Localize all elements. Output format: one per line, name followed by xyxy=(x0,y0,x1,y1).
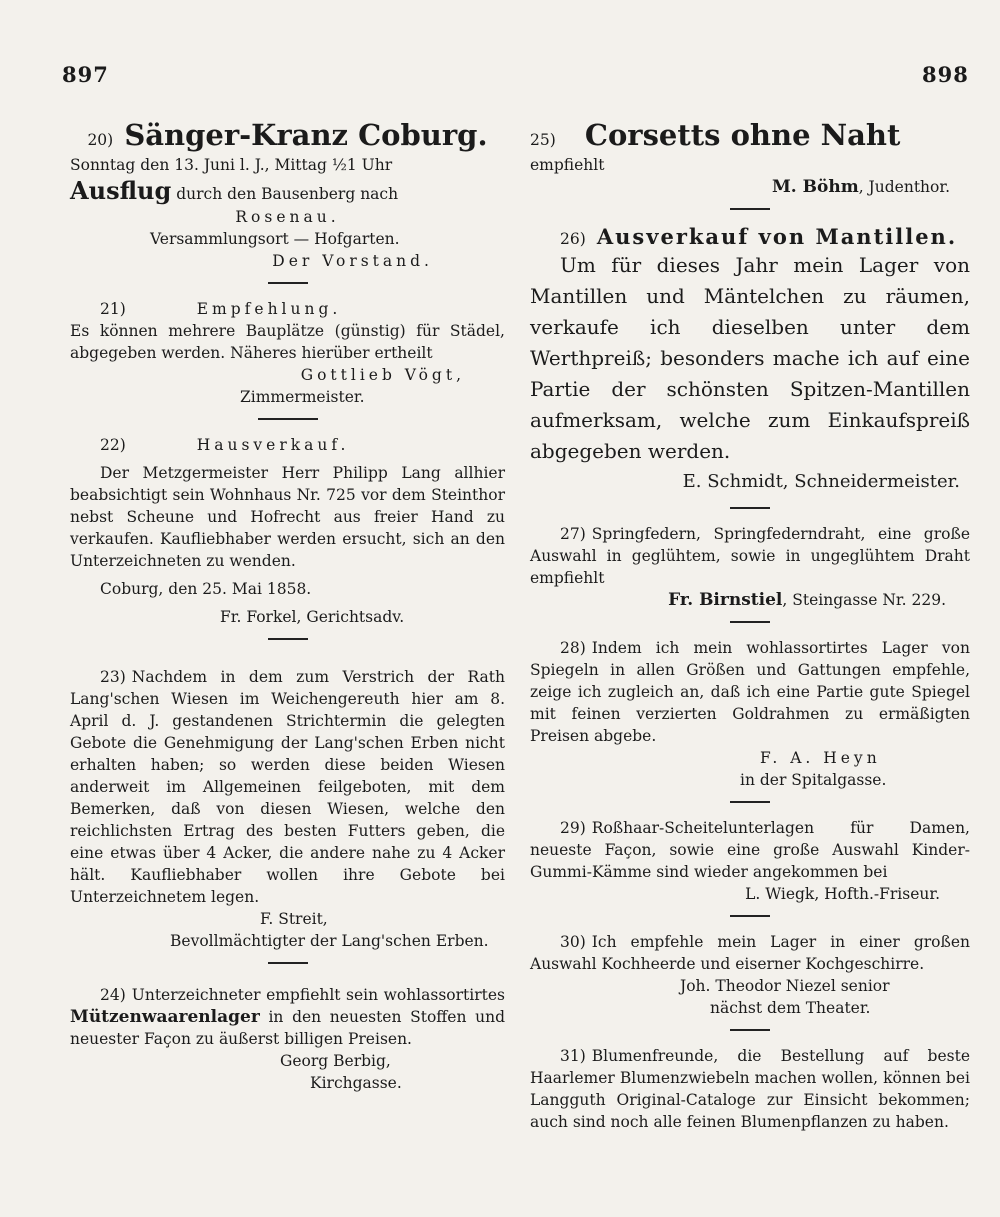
ad-text: Springfedern, Springfederndraht, eine große Auswahl in geglühtem, sowie in ungeglühtem Draht empfiehlt xyxy=(530,525,970,587)
ad-text: Unterzeichneter empfiehlt sein wohlassortirtes xyxy=(131,986,505,1004)
ad-signature-name: M. Böhm xyxy=(771,177,859,197)
ad-number: 28) xyxy=(560,639,586,657)
divider xyxy=(268,962,308,964)
ad-text: Versammlungsort — Hofgarten. xyxy=(150,230,400,248)
ad-text: empfiehlt xyxy=(530,156,605,174)
ad-number: 31) xyxy=(560,1047,586,1065)
ad-signature: Georg Berbig, xyxy=(280,1052,391,1070)
ad-signature: F. Streit, xyxy=(260,910,328,928)
divider xyxy=(730,1029,770,1031)
ad-text: Roßhaar-Scheitelunterlagen für Damen, neueste Façon, sowie eine große Auswahl Kinder-Gummi-Kämme sind wieder angekommen bei xyxy=(530,819,970,881)
ad-text: Ich empfehle mein Lager in einer großen Auswahl Kochheerde und eiserner Kochgeschirre. xyxy=(530,933,970,973)
ad-signature-name: Fr. Birnstiel xyxy=(668,590,783,610)
divider xyxy=(268,282,308,284)
ad-text: Es können mehrere Bauplätze (günstig) für Städel, abgegeben werden. Näheres hierüber ertheilt xyxy=(70,322,505,362)
ad-25 xyxy=(530,116,970,210)
ad-signature-title: Zimmermeister. xyxy=(240,388,365,406)
ad-number: 27) xyxy=(560,525,586,543)
ad-number: 22) xyxy=(100,436,126,454)
ad-26 xyxy=(530,224,970,509)
ad-highlight: Mützenwaarenlager xyxy=(70,1007,260,1027)
ad-signature-rest: , Steingasse Nr. 229. xyxy=(782,591,946,609)
ad-number: 29) xyxy=(560,819,586,837)
ad-text: Blumenfreunde, die Bestellung auf beste Haarlemer Blumenzwiebeln machen wollen, können bei Langguth Original-Cataloge zur Einsicht bekommen; auch sind noch alle feinen Blumenpflanzen zu haben. xyxy=(530,1047,970,1131)
ad-signature-title: Kirchgasse. xyxy=(310,1074,402,1092)
ad-27 xyxy=(530,523,970,623)
ad-number: 24) xyxy=(100,986,126,1004)
ad-heading: Empfehlung. xyxy=(196,300,342,318)
ad-text: Um für dieses Jahr mein Lager von Mantillen und Mäntelchen zu räumen, verkaufe ich dieselben unter dem Werthpreiß; besonders mache ich auf eine Partie der schönsten Spitzen-Mantillen aufmerksam, welche zum Einkaufspreiß abgegeben werden. xyxy=(530,253,970,463)
ad-signature-title: Bevollmächtigter der Lang'schen Erben. xyxy=(170,932,489,950)
ad-number: 23) xyxy=(100,668,126,686)
ad-text: in den neuesten Stoffen und neuester Façon zu äußerst billigen Preisen. xyxy=(70,1008,506,1048)
page-number-left: 897 xyxy=(62,62,109,87)
ad-signature: F. A. Heyn xyxy=(760,749,881,767)
divider xyxy=(730,801,770,803)
divider xyxy=(730,507,770,509)
ad-text: Rosenau. xyxy=(235,208,340,226)
ad-date: Coburg, den 25. Mai 1858. xyxy=(100,580,312,598)
ad-signature: Gottlieb Vögt, xyxy=(300,366,465,384)
ad-24 xyxy=(70,984,505,1094)
ad-text: Nachdem in dem zum Verstrich der Rath Lang'schen Wiesen im Weichengereuth hier am 8. April d. J. gestandenen Strichtermin die gelegten Gebote die Genehmigung der Lang'schen Erben nicht erhalten haben; so werden diese beiden Wiesen anderweit im Allgemeinen feilgeboten, mit dem Bemerken, daß von diesen Wiesen, welche den reichlichsten Ertrag des besten Futters geben, die eine etwas über 4 Acker, die andere nahe zu 4 Acker hält. Kaufliebhaber wollen ihre Gebote bei Unterzeichnetem legen. xyxy=(70,668,505,906)
ad-text: Der Metzgermeister Herr Philipp Lang allhier beabsichtigt sein Wohnhaus Nr. 725 vor dem Steinthor nebst Scheune und Hofrecht aus freier Hand zu verkaufen. Kaufliebhaber werden ersucht, sich an den Unterzeichneten zu wenden. xyxy=(70,464,505,570)
divider xyxy=(258,418,318,420)
left-column xyxy=(70,110,505,1094)
ad-text: durch den Bausenberg nach xyxy=(176,185,399,203)
right-column xyxy=(530,110,970,1133)
ad-29 xyxy=(530,817,970,917)
ad-30 xyxy=(530,931,970,1031)
ad-signature-rest: , Judenthor. xyxy=(858,178,950,196)
ad-signature: Der Vorstand. xyxy=(272,252,433,270)
ad-22 xyxy=(70,434,505,640)
ad-20 xyxy=(70,116,505,284)
ad-number: 21) xyxy=(100,300,126,318)
ad-number: 26) xyxy=(560,230,586,248)
ad-heading: Ausverkauf von Mantillen. xyxy=(596,224,958,249)
ad-text: Indem ich mein wohlassortirtes Lager von Spiegeln in allen Größen und Gattungen empfehle, zeige ich zugleich an, daß ich eine Partie gute Spiegel mit feinen verzierten Goldrahmen zu ermäßigten Preisen abgebe. xyxy=(530,639,970,745)
ad-title: Sänger-Kranz Coburg. xyxy=(124,118,488,152)
divider xyxy=(730,621,770,623)
ad-signature: E. Schmidt, Schneidermeister. xyxy=(682,471,960,492)
ad-signature-title: nächst dem Theater. xyxy=(710,999,871,1017)
ad-number: 25) xyxy=(530,131,556,149)
ad-number: 30) xyxy=(560,933,586,951)
ad-signature: Fr. Forkel, Gerichtsadv. xyxy=(220,608,405,626)
ad-28 xyxy=(530,637,970,803)
ad-signature: Joh. Theodor Niezel senior xyxy=(680,977,890,995)
ad-21 xyxy=(70,298,505,420)
divider xyxy=(268,638,308,640)
ad-31 xyxy=(530,1045,970,1133)
ad-signature-title: in der Spitalgasse. xyxy=(740,771,887,789)
divider xyxy=(730,915,770,917)
ad-heading: Hausverkauf. xyxy=(196,436,350,454)
ad-23 xyxy=(70,666,505,964)
ad-text: Sonntag den 13. Juni l. J., Mittag ½1 Uhr xyxy=(70,156,393,174)
ad-heading: Ausflug xyxy=(70,176,172,205)
ad-title: Corsetts ohne Naht xyxy=(584,118,901,152)
ad-signature: L. Wiegk, Hofth.-Friseur. xyxy=(745,885,940,903)
divider xyxy=(730,208,770,210)
page-number-right: 898 xyxy=(922,62,969,87)
ad-number: 20) xyxy=(87,131,114,149)
